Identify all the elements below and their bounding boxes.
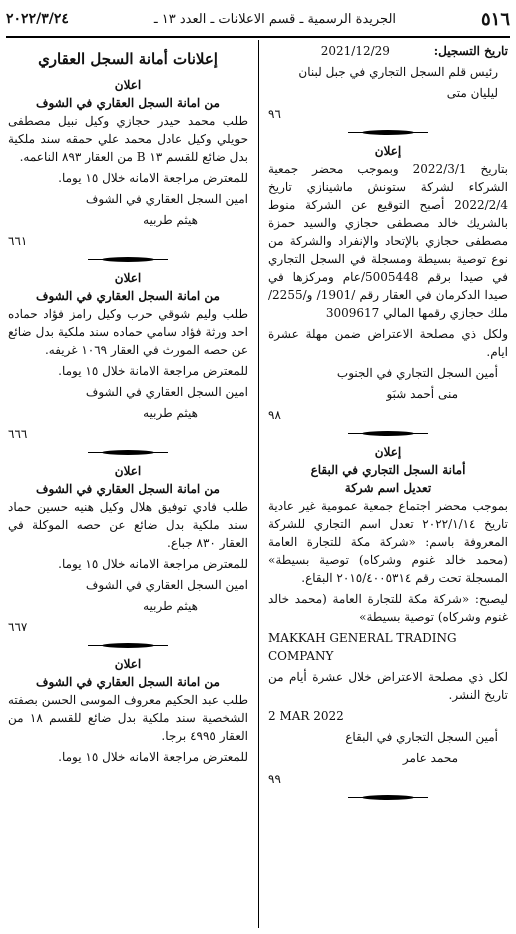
right-column — [268, 42, 508, 807]
notice-body: بتاريخ 2022/3/1 وبموجب محضر جمعية الشركاء لشركة ستونش ماشينازي تاريخ 2022/2/4 أصبح التوقيع عن الشركة منوط بالشريك خالد مصطفى حجازي والسيد حمزة مصطفى حجازي بالإتحاد والإنفراد والشركة من نوع توصية بسيطة ومسجلة في السجل التجاري في صيدا برقم 5005448/عام ومركزها في صيدا الدكرمان في العقار رقم /1901/ و/2255/ ملك حجازي رقمها المالي 3009617 — [268, 162, 508, 320]
notice-body: بموجب محضر اجتماع جمعية عمومية غير عادية تاريخ ٢٠٢٢/١/١٤ تعدل اسم التجاري للشركة المعروفة باسم: «شركة مكة للتجارة العامة (محمد خالد غنوم وشركاه) توصية بسيطة» المسجلة تحت رقم ٢٠١٥/٤٠٠٥٣١٤ البقاع. — [268, 499, 508, 585]
signatory-name: هيثم طربيه — [143, 213, 198, 227]
notice-subheading: من امانة السجل العقاري في الشوف — [36, 675, 220, 689]
notice-heading: اعلان — [114, 657, 142, 671]
notice-number: ٦٦٧ — [8, 620, 28, 634]
signatory-title: امين السجل العقاري في الشوف — [85, 578, 248, 592]
registration-date-line — [268, 42, 508, 60]
notice-heading: إعلان — [374, 144, 402, 158]
notice-objection: للمعترض مراجعة الامانه خلال ١٥ يوما. — [58, 171, 248, 185]
notice-heading: اعلان — [114, 78, 142, 92]
chief-title: رئيس قلم السجل التجاري في جبل لبنان — [298, 65, 498, 79]
chief-name: ليليان متى — [446, 86, 498, 100]
notice-body: طلب فادي توفيق هلال وكيل هنيه حسين حماد سند ملكية بدل ضائع عن حصه الموكلة في العقار ٨٣٠ جباع. — [8, 500, 248, 550]
notice-number: ٩٦ — [268, 107, 281, 121]
notice-number: ٩٨ — [268, 408, 281, 422]
notice — [8, 269, 248, 456]
notice-subheading: أمانة السجل التجاري في البقاع — [310, 463, 466, 477]
registration-date-label: تاريخ التسجيل: — [433, 44, 508, 58]
notice — [8, 76, 248, 263]
notice-objection: للمعترض مراجعة الامانة خلال ١٥ يوما. — [58, 364, 248, 378]
notice-body: طلب وليم شوقي حرب وكيل رامز فؤاد حماده احد ورثة فؤاد سامي حماده سند ملكية بدل ضائع عن حصه المورث في العقار ١٠٦٩ غريفه. — [8, 307, 248, 357]
header-rule — [6, 36, 510, 38]
notice-objection: للمعترض مراجعة الامانه خلال ١٥ يوما. — [58, 750, 248, 764]
separator-ornament — [88, 449, 168, 456]
notice-date: 2 MAR 2022 — [268, 709, 344, 723]
separator-ornament — [348, 794, 428, 801]
separator-ornament — [348, 430, 428, 437]
company-english-name: MAKKAH GENERAL TRADING COMPANY — [268, 631, 457, 663]
notice-objection: للمعترض مراجعة الامانه خلال ١٥ يوما. — [58, 557, 248, 571]
notice-heading: اعلان — [114, 271, 142, 285]
notice-subheading: من امانة السجل العقاري في الشوف — [36, 96, 220, 110]
running-title: الجريدة الرسمية ـ قسم الاعلانات ـ العدد ١٣ ـ — [153, 11, 397, 27]
signatory-name: محمد عامر — [402, 751, 458, 765]
registration-date: 2021/12/29 — [320, 44, 390, 58]
notice-subheading: من امانة السجل العقاري في الشوف — [36, 482, 220, 496]
page-number: ٥١٦ — [480, 8, 510, 30]
notice — [8, 462, 248, 649]
notice-objection: لكل ذي مصلحة الاعتراض خلال عشرة أيام من تاريخ النشر. — [268, 670, 508, 702]
notice-number: ٩٩ — [268, 772, 281, 786]
issue-date: ٢٠٢٢/٣/٢٤ — [6, 11, 69, 27]
notice-number: ٦٦١ — [8, 234, 28, 248]
signatory-name: هيثم طربيه — [143, 599, 198, 613]
signatory-name: هيثم طربيه — [143, 406, 198, 420]
notice-heading: إعلان — [374, 445, 402, 459]
signatory-title: أمين السجل التجاري في البقاع — [345, 730, 498, 744]
notice-number: ٦٦٦ — [8, 427, 28, 441]
page-header — [6, 6, 510, 32]
left-column — [8, 42, 248, 769]
signatory-title: امين السجل العقاري في الشوف — [85, 385, 248, 399]
notice-subheading: من امانة السجل العقاري في الشوف — [36, 289, 220, 303]
notice-objection: ولكل ذي مصلحة الاعتراض ضمن مهلة عشرة ايام. — [268, 327, 508, 359]
notice-new-name: ليصبح: «شركة مكة للتجارة العامة (محمد خالد غنوم وشركاه) توصية بسيطة» — [268, 592, 508, 624]
notice-heading: اعلان — [114, 464, 142, 478]
separator-ornament — [88, 642, 168, 649]
separator-ornament — [88, 256, 168, 263]
signatory-name: منى أحمد شبَو — [386, 387, 458, 401]
section-title: إعلانات أمانة السجل العقاري — [38, 50, 218, 68]
notice-body: طلب محمد حيدر حجازي وكيل نبيل مصطفى حويلي وكيل عادل محمد علي حمقه سند ملكية بدل ضائع للقسم ١٣ B من العقار ٨٩٣ الناعمه. — [8, 114, 248, 164]
notice-body: طلب عبد الحكيم معروف الموسى الحسن بصفته الشخصية سند ملكية بدل ضائع للقسم ١٨ من العقار ٤٩٩٥ برجا. — [8, 693, 248, 743]
signatory-title: أمين السجل التجاري في الجنوب — [336, 366, 498, 380]
notice — [8, 655, 248, 766]
column-divider — [258, 40, 259, 928]
signatory-title: امين السجل العقاري في الشوف — [85, 192, 248, 206]
notice-subject: تعديل اسم شركة — [344, 481, 432, 495]
separator-ornament — [348, 129, 428, 136]
